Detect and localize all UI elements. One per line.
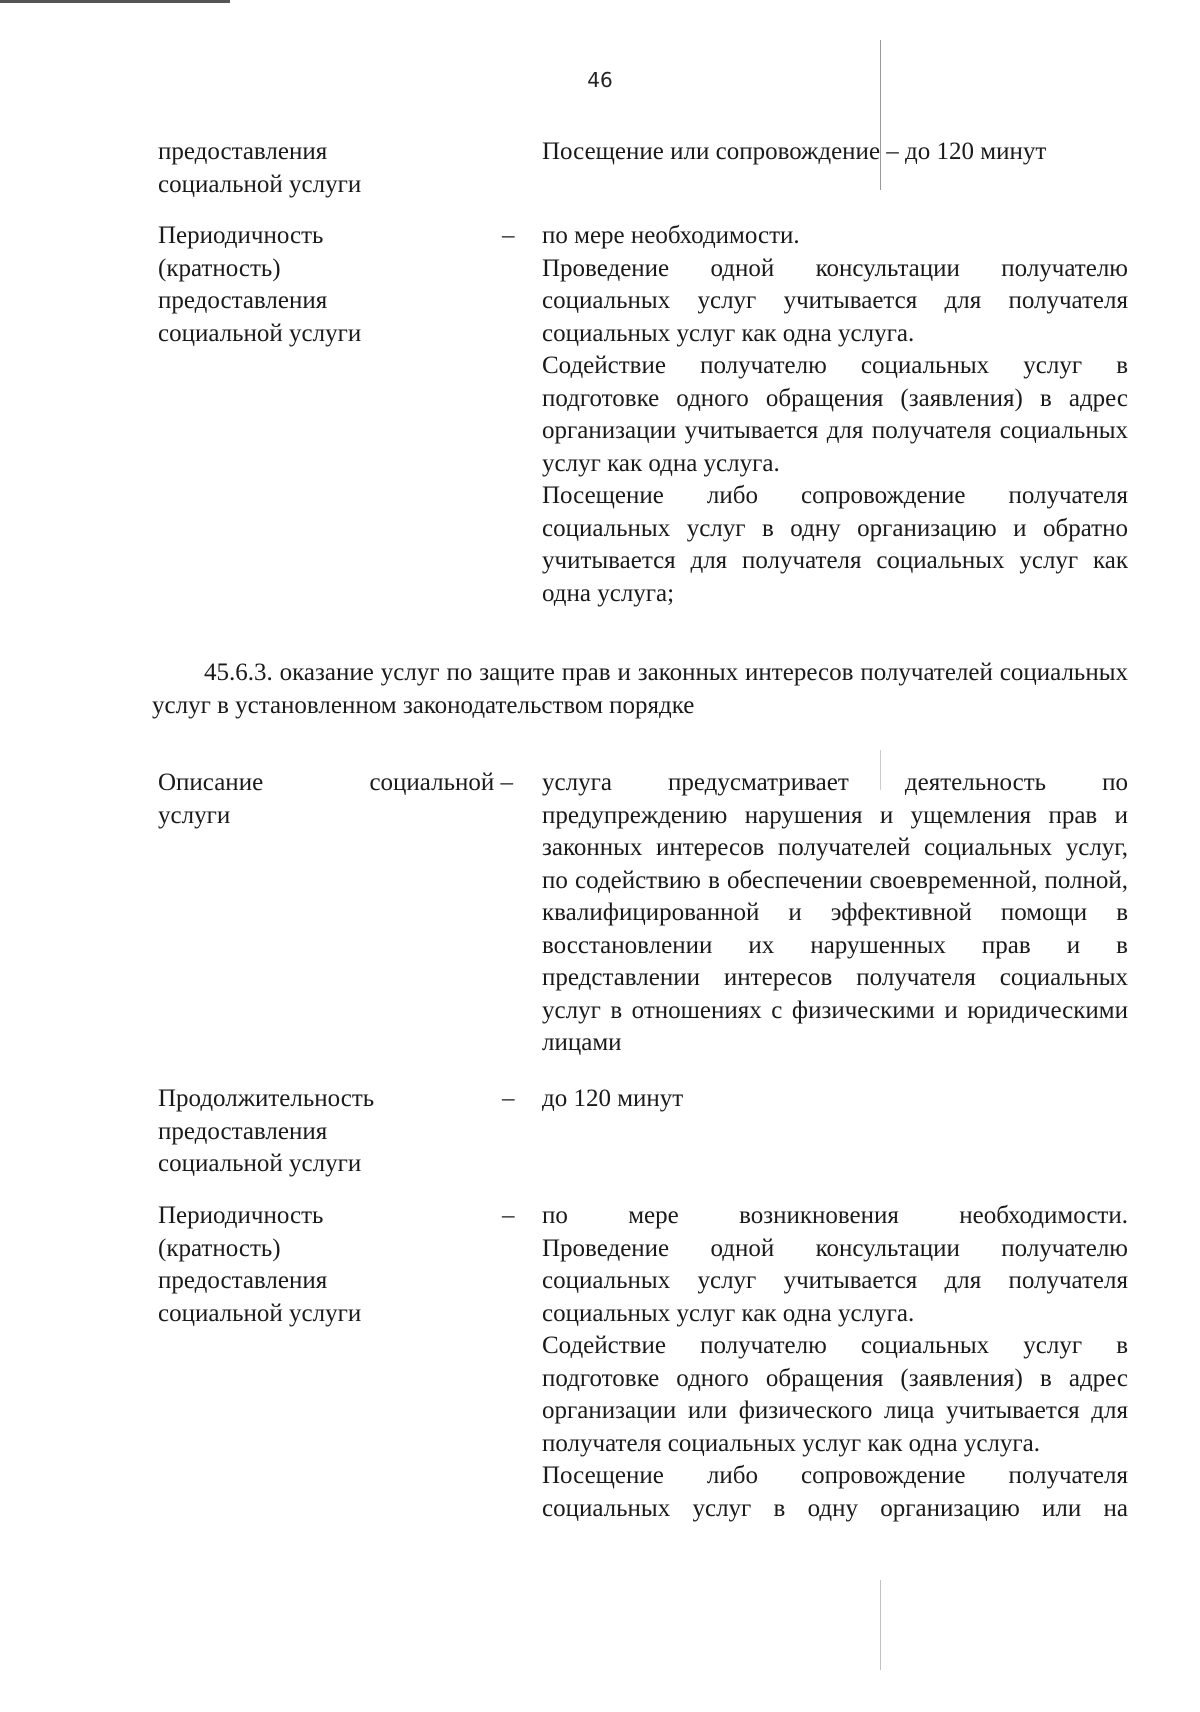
row-dash: –: [502, 222, 515, 249]
value-paragraph: Содействие получателю социальных услуг в подготовке одного обращения (заявления) в адрес организации или физического лица учитывается для получателя социальных услуг как одна услуга.: [542, 1332, 1128, 1457]
value-paragraph: Посещение либо сопровождение получателя социальных услуг в одну организацию или на: [542, 1462, 1128, 1522]
value-paragraph: по мере необходимости.: [542, 222, 800, 249]
page-number: 46: [587, 68, 613, 92]
row-label-line: услуги: [158, 801, 231, 829]
scan-fold-line: [880, 1580, 881, 1670]
value-paragraph: Посещение либо сопровождение получателя социальных услуг в одну организацию и обратно учитывается для получателя социальных услуг как одна услуга;: [542, 482, 1128, 607]
row-dash: –: [502, 1202, 515, 1229]
row-dash: –: [502, 1085, 515, 1112]
row-value: [542, 220, 1128, 610]
row-label: Продолжительность предоставления социальной услуги: [158, 1085, 375, 1177]
scan-edge-mark: [0, 0, 230, 3]
value-paragraph: Содействие получателю социальных услуг в подготовке одного обращения (заявления) в адрес организации учитывается для получателя социальных услуг как одна услуга.: [542, 352, 1128, 477]
row-label: [158, 767, 518, 832]
row-value: Посещение или сопровождение – до 120 минут: [542, 138, 1047, 165]
row-label-line: Описание социальной –: [158, 769, 513, 796]
section-heading: 45.6.3. оказание услуг по защите прав и законных интересов получателей социальных услуг в установленном законодательством порядке: [152, 659, 1128, 719]
value-paragraph: Проведение одной консультации получателю социальных услуг учитывается для получателя социальных услуг как одна услуга.: [542, 1234, 1128, 1327]
row-label: Периодичность (кратность) предоставления социальной услуги: [158, 222, 362, 347]
value-paragraph: Проведение одной консультации получателю социальных услуг учитывается для получателя социальных услуг как одна услуга.: [542, 254, 1128, 347]
row-value: до 120 минут: [542, 1085, 684, 1112]
row-label: Периодичность (кратность) предоставления социальной услуги: [158, 1202, 362, 1327]
row-value: услуга предусматривает деятельность по предупреждению нарушения и ущемления прав и законных интересов получателей социальных услуг, по содействию в обеспечении своевременной, полной, квалифицированной и эффективной помощи в восстановлении их нарушенных прав и в представлении интересов получателя социальных услуг в отношениях с физическими и юридическими лицами: [542, 769, 1128, 1056]
value-paragraph: по мере возникновения необходимости.: [542, 1202, 1128, 1229]
row-label: предоставления социальной услуги: [158, 138, 362, 198]
row-value: [542, 1200, 1128, 1525]
